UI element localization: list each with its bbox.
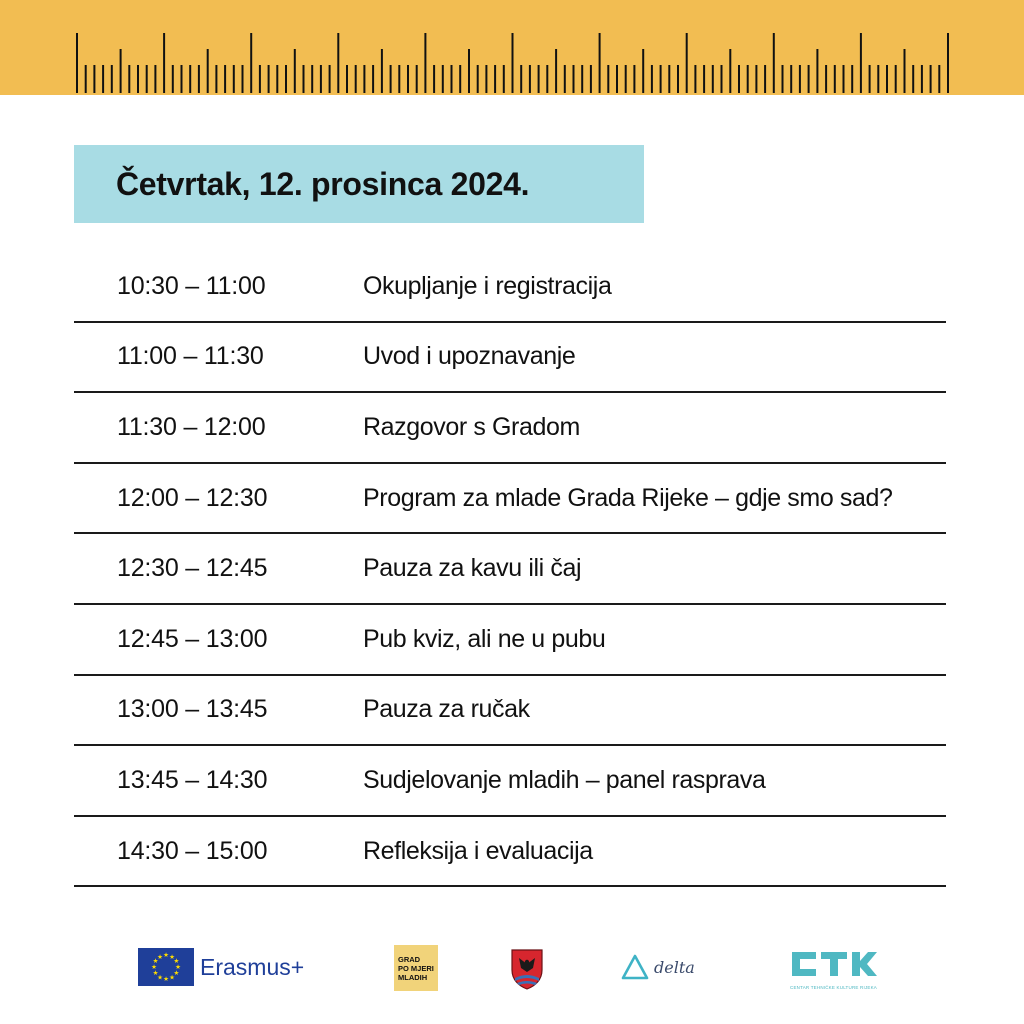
eu-star-icon: ★: [173, 957, 180, 966]
time-slot: 11:00 – 11:30: [117, 342, 264, 371]
page-title: Četvrtak, 12. prosinca 2024.: [116, 165, 530, 202]
ctk-mark-icon: [790, 950, 878, 978]
session-title: Razgovor s Gradom: [363, 412, 580, 441]
schedule-row: [74, 393, 946, 464]
schedule-row: [74, 323, 946, 394]
schedule-row: [74, 252, 946, 323]
eu-star-icon: ★: [152, 957, 159, 966]
eu-star-icon: ★: [151, 963, 157, 972]
eu-star-icon: ★: [175, 963, 181, 972]
erasmus-logo: [138, 948, 304, 986]
ctk-subtitle: CENTAR TEHNIČKE KULTURE RIJEKA: [790, 985, 878, 990]
grad-logo-line: GRAD: [398, 954, 421, 964]
session-title: Program za mlade Grada Rijeke – gdje smo sad?: [363, 483, 893, 512]
schedule-row: [74, 534, 946, 605]
grad-po-mjeri-mladih-logo: [394, 945, 438, 991]
time-slot: 12:00 – 12:30: [117, 483, 268, 512]
session-title: Pub kviz, ali ne u pubu: [363, 624, 606, 653]
time-slot: 14:30 – 15:00: [117, 836, 268, 865]
time-slot: 10:30 – 11:00: [117, 271, 266, 300]
ctk-logo: [790, 950, 880, 992]
ruler-ticks: [0, 0, 1024, 95]
partner-logos: [0, 930, 1024, 1010]
eu-star-icon: ★: [163, 951, 169, 960]
triangle-icon: [620, 953, 650, 981]
schedule-row: [74, 817, 946, 888]
eu-star-icon: ★: [163, 975, 169, 984]
delta-logo: [620, 950, 695, 984]
time-slot: 11:30 – 12:00: [117, 412, 266, 441]
eu-star-icon: ★: [152, 969, 159, 978]
grad-logo-line: MLADIH: [398, 972, 428, 982]
eu-star-icon: ★: [169, 973, 175, 982]
ruler-band: [0, 0, 1024, 95]
session-title: Pauza za kavu ili čaj: [363, 554, 582, 583]
session-title: Sudjelovanje mladih – panel rasprava: [363, 765, 766, 794]
erasmus-label: Erasmus+: [200, 953, 305, 980]
time-slot: 12:45 – 13:00: [117, 624, 268, 653]
eu-star-icon: ★: [157, 952, 163, 961]
session-title: Pauza za ručak: [363, 695, 530, 724]
city-crest-icon: [509, 948, 545, 990]
schedule-row: [74, 746, 946, 817]
grad-logo-line: PO MJERI: [398, 963, 434, 973]
time-slot: 13:45 – 14:30: [117, 765, 268, 794]
eu-star-icon: ★: [157, 973, 163, 982]
date-header: [74, 145, 644, 223]
schedule-list: [74, 252, 946, 887]
delta-label: delta: [654, 957, 695, 977]
schedule-row: [74, 676, 946, 747]
session-title: Uvod i upoznavanje: [363, 342, 576, 371]
eu-star-icon: ★: [173, 969, 180, 978]
session-title: Okupljanje i registracija: [363, 271, 612, 300]
time-slot: 13:00 – 13:45: [117, 695, 268, 724]
schedule-row: [74, 464, 946, 535]
session-title: Refleksija i evaluacija: [363, 836, 593, 865]
eu-flag-icon: [138, 948, 194, 986]
time-slot: 12:30 – 12:45: [117, 554, 268, 583]
schedule-row: [74, 605, 946, 676]
eu-star-icon: ★: [169, 952, 175, 961]
